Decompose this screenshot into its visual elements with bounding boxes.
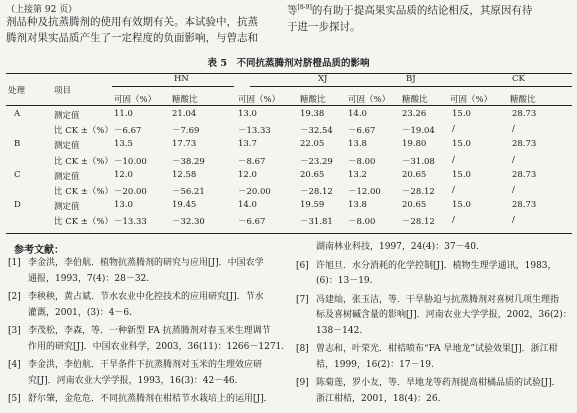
reference-entry — [296, 342, 574, 373]
table-cell: / — [452, 185, 455, 195]
table-cell: －32.30 — [172, 217, 205, 228]
row-item-label: 比 CK ±（%） — [54, 187, 113, 197]
table-cell: / — [512, 215, 515, 226]
paragraph-line: 腾剂对果实品质产生了一定程度的负面影响，与曾志和 — [6, 32, 258, 44]
reference-text: 浙江柑桔，2001，18(4)：26. — [316, 393, 441, 404]
header-bottom-rule — [6, 105, 572, 106]
table-cell: / — [512, 154, 515, 165]
reference-entry — [296, 240, 574, 256]
table-cell: －6.67 — [114, 126, 142, 137]
reference-entry — [296, 293, 574, 340]
table-cell: －7.69 — [172, 126, 200, 137]
table-cell: 19.38 — [300, 109, 325, 119]
table-cell: 14.0 — [348, 109, 367, 119]
table-cell: －8.00 — [348, 217, 376, 228]
table-cell: 12.58 — [172, 169, 197, 180]
paragraph-line: 于进一步探讨。 — [287, 20, 361, 33]
subheader: 糖酸比 — [510, 95, 536, 105]
paragraph-line — [287, 0, 532, 19]
group-rule — [448, 86, 572, 87]
table-cell: / — [512, 185, 515, 195]
reference-number: [4] — [8, 360, 21, 370]
reference-number: [5] — [8, 394, 21, 404]
table-cell: 13.0 — [114, 200, 133, 211]
table-cell: －19.04 — [402, 126, 435, 137]
group-rule — [112, 86, 234, 87]
reference-number: [1] — [8, 258, 21, 268]
table-cell: －6.67 — [238, 217, 266, 228]
group-header: HN — [174, 74, 189, 84]
table-cell: －31.81 — [300, 217, 333, 228]
reference-number: [9] — [296, 378, 309, 388]
table-cell: 13.0 — [238, 109, 257, 119]
table-cell: 12.0 — [238, 169, 257, 180]
reference-text: 李金洪，李伯航．干旱条件下抗蒸腾剂对玉米的生理效应研 — [28, 360, 263, 370]
reference-number: [6] — [296, 260, 309, 271]
reference-text: 李茂松，李森，等．一种新型 FA 抗蒸腾剂对春玉米生理调节 — [28, 326, 271, 336]
reference-text: 曾志和，叶荣光．柑桔喷布“FA 旱地龙”试验效果[J]．浙江柑 — [316, 344, 558, 354]
row-item-label: 测定值 — [54, 202, 80, 213]
paragraph-text: 等 — [287, 4, 298, 17]
table-cell: －31.08 — [402, 156, 435, 167]
row-item-label: 比 CK ±（%） — [54, 217, 113, 228]
reference-number: [3] — [8, 326, 21, 336]
group-header: XJ — [318, 74, 328, 84]
table-cell: －20.00 — [238, 187, 271, 197]
table-cell: －10.00 — [114, 156, 147, 167]
reference-text: 通报，1993，7(4)：28－32. — [28, 273, 150, 284]
table-cell: 15.0 — [452, 109, 471, 119]
subheader: 可固（%） — [114, 95, 157, 105]
table-cell: 14.0 — [238, 200, 257, 211]
paragraph-text: 的有助于提高果实品质的结论相反，其原因有待 — [311, 4, 533, 17]
reference-text: 李秧秧，黄占斌．节水农业中化控技术的应用研究[J]．节水 — [28, 292, 264, 302]
reference-number: [8] — [296, 344, 309, 354]
table-cell: 13.5 — [114, 139, 133, 150]
paragraph-line: 剂品种及抗蒸腾剂的使用有效期有关。本试验中，抗蒸 — [6, 16, 258, 28]
reference-entry — [296, 259, 574, 290]
reference-entry — [8, 256, 286, 287]
table-cell: 19.59 — [300, 200, 325, 211]
table-cell: 11.0 — [114, 109, 133, 119]
table-cell: 15.0 — [452, 139, 471, 150]
header-item: 项目 — [54, 86, 72, 96]
table-cell: 28.73 — [512, 169, 537, 180]
group-header: CK — [512, 74, 525, 84]
table-cell: 20.65 — [402, 169, 427, 180]
reference-text: (6)：13－19. — [316, 276, 373, 286]
table-cell: 13.8 — [348, 200, 367, 211]
table-cell: 28.73 — [512, 109, 537, 119]
table-cell: －13.33 — [238, 126, 271, 137]
table-cell: －12.00 — [348, 187, 381, 197]
treatment-label: C — [14, 169, 21, 180]
subheader: 糖酸比 — [402, 95, 428, 105]
table-top-rule — [6, 73, 572, 74]
paragraph-left — [6, 14, 258, 46]
table-cell: －6.67 — [348, 126, 376, 137]
references-heading: 参考文献： — [14, 245, 64, 256]
table-cell: 15.0 — [452, 169, 471, 180]
table-cell: －23.29 — [300, 156, 333, 167]
group-header: BJ — [406, 74, 416, 84]
table-cell: 15.0 — [452, 200, 471, 211]
reference-entry — [8, 358, 286, 389]
table-cell: －28.12 — [300, 187, 333, 197]
row-item-label: 测定值 — [54, 171, 80, 182]
treatment-label: A — [14, 109, 21, 119]
table-cell: 17.73 — [172, 139, 197, 150]
reference-text: 作用的研究[J]．中国农业科学，2003，36(11)：1266－1271. — [28, 341, 285, 352]
table-cell: 13.8 — [348, 139, 367, 150]
reference-number: [7] — [296, 294, 309, 305]
table-cell: / — [452, 154, 455, 165]
treatment-label: D — [14, 200, 21, 211]
table-cell: / — [452, 215, 455, 226]
subheader: 可固（%） — [348, 95, 391, 105]
table-cell: 20.65 — [300, 169, 325, 180]
reference-entry — [296, 376, 574, 407]
subheader: 糖酸比 — [300, 95, 326, 105]
table-cell: －28.12 — [402, 187, 435, 197]
reference-text: 陈菊莲，罗小友，等．旱地龙等药剂提高柑橘品质的试验[J]． — [316, 378, 561, 388]
table-cell: 22.05 — [300, 139, 325, 150]
table-bottom-rule — [6, 233, 572, 234]
table-cell: 12.0 — [114, 169, 133, 180]
reference-text: 灌溉，2001，(3)：4－6. — [28, 307, 132, 318]
reference-text: 许旭旦．水分消耗的化学控制[J]．植物生理学通讯，1983， — [316, 260, 557, 271]
reference-text: 舒尔肇，金危危．不同抗蒸腾剂在柑桔节水栽培上的运用[J]． — [28, 394, 273, 404]
table-caption: 表 5 不同抗蒸腾剂对脐橙品质的影响 — [207, 58, 370, 69]
table-cell: 19.45 — [172, 200, 197, 211]
table-cell: －28.12 — [402, 217, 435, 228]
reference-text: 标及喜树碱含量的影响[J]．河南农业大学学报，2002，36(2)： — [316, 310, 572, 320]
reference-text: 冯建灿，张玉洁，等．干旱胁迫与抗蒸腾剂对喜树几项生理指 — [316, 294, 560, 305]
table-cell: 23.26 — [402, 109, 427, 119]
table-cell: / — [512, 124, 515, 135]
reference-text: 桔，1999，16(2)：17－19. — [316, 359, 434, 370]
header-treat: 处理 — [8, 86, 26, 96]
reference-entry — [8, 392, 286, 408]
table-cell: / — [452, 124, 455, 135]
table-cell: －56.21 — [172, 187, 205, 197]
subheader: 可固（%） — [238, 95, 281, 105]
table-cell: 13.7 — [238, 139, 257, 150]
row-item-label: 测定值 — [54, 111, 80, 121]
reference-entry — [8, 324, 286, 355]
row-item-label: 比 CK ±（%） — [54, 156, 113, 167]
table-cell: 28.73 — [512, 139, 537, 150]
row-item-label: 比 CK ±（%） — [54, 126, 113, 137]
row-item-label: 测定值 — [54, 141, 80, 152]
reference-entry — [8, 290, 286, 321]
table-cell: 20.65 — [402, 200, 427, 211]
table-cell: －32.54 — [300, 126, 333, 137]
subheader: 糖酸比 — [172, 95, 198, 105]
table-cell: －13.33 — [114, 217, 147, 228]
table-cell: －8.67 — [238, 156, 266, 167]
continuation-note: （上接第 92 页） — [6, 5, 78, 15]
table-cell: －38.29 — [172, 156, 205, 167]
table-cell: 19.80 — [402, 139, 427, 150]
table-cell: －8.00 — [348, 156, 376, 167]
subheader: 可固（%） — [450, 95, 493, 105]
citation-marker: [8-9] — [297, 4, 312, 11]
table-cell: －20.00 — [114, 187, 147, 197]
table-cell: 28.73 — [512, 200, 537, 211]
table-cell: 13.2 — [348, 169, 367, 180]
reference-text: 138－142. — [316, 325, 363, 336]
table-cell: 21.04 — [172, 109, 197, 119]
reference-text: 李金洪，李伯航．植物抗蒸腾剂的研究与应用[J]．中国农学 — [28, 258, 264, 268]
paragraph-right — [287, 0, 532, 35]
treatment-label: B — [14, 139, 21, 150]
reference-text: 湖南林业科技，1997，24(4)：37－40. — [316, 242, 479, 252]
reference-text: 究[J]．河南农业大学学报，1993，16(3)：42－46. — [28, 375, 238, 386]
reference-number: [2] — [8, 292, 21, 302]
